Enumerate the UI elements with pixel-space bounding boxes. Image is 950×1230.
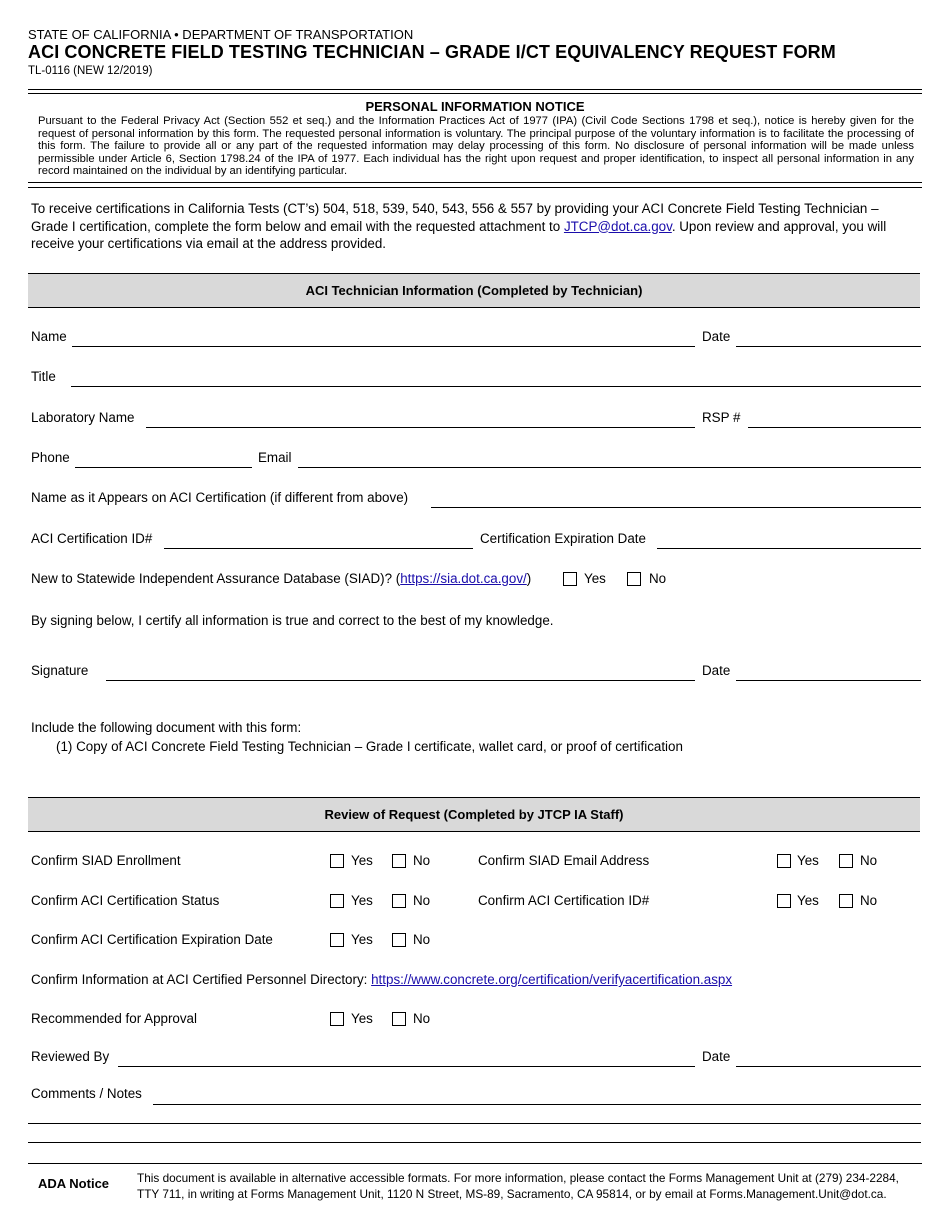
yes-label: Yes — [351, 853, 373, 868]
siad-yes-checkbox[interactable] — [563, 572, 577, 586]
siad-enrollment-label: Confirm SIAD Enrollment — [31, 853, 181, 868]
yes-label: Yes — [797, 893, 819, 908]
siad-email-label: Confirm SIAD Email Address — [478, 853, 650, 868]
siad-yes-label: Yes — [584, 571, 606, 586]
laboratory-name-field[interactable] — [146, 427, 695, 428]
email-label: Email — [258, 450, 292, 465]
aci-status-label: Confirm ACI Certification Status — [31, 893, 220, 908]
yes-label: Yes — [351, 1011, 373, 1026]
phone-field[interactable] — [75, 467, 252, 468]
aci-id-label: ACI Certification ID# — [31, 531, 153, 546]
yes-label: Yes — [351, 893, 373, 908]
yes-label: Yes — [797, 853, 819, 868]
notice-title: PERSONAL INFORMATION NOTICE — [365, 99, 585, 114]
ada-notice-text: This document is available in alternative accessible formats. For more information, please contact the Forms Management Unit at (279) 234-2284, TTY 711, in writing at Forms Management Unit, 1120 N Street, MS-89, Sacramento, CA 95814, or by email at Forms.Management.Unit@dot.ca. — [137, 1171, 899, 1201]
divider — [28, 89, 922, 90]
directory-label: Confirm Information at ACI Certified Personnel Directory: — [31, 972, 372, 987]
divider — [28, 93, 922, 94]
aci-directory-link[interactable]: https://www.concrete.org/certification/verifyacertification.aspx — [371, 972, 733, 987]
no-label: No — [413, 1011, 431, 1026]
phone-label: Phone — [31, 450, 70, 465]
no-label: No — [860, 853, 878, 868]
directory-row — [31, 972, 732, 987]
laboratory-name-label: Laboratory Name — [31, 410, 135, 425]
expiration-label: Certification Expiration Date — [480, 531, 646, 546]
aci-expiration-no-checkbox[interactable] — [392, 933, 406, 947]
siad-email-yes-checkbox[interactable] — [777, 854, 791, 868]
reviewed-by-field[interactable] — [118, 1066, 695, 1067]
include-item: (1) Copy of ACI Concrete Field Testing Technician – Grade I certificate, wallet card, or proof of certification — [56, 739, 683, 754]
aci-id-confirm-label: Confirm ACI Certification ID# — [478, 893, 650, 908]
recommended-label: Recommended for Approval — [31, 1011, 197, 1026]
date-field[interactable] — [736, 346, 921, 347]
divider — [28, 182, 922, 183]
comments-field[interactable] — [153, 1104, 921, 1105]
review-section-header: Review of Request (Completed by JTCP IA Staff) — [28, 797, 920, 832]
comments-line[interactable] — [28, 1142, 921, 1143]
name-field[interactable] — [72, 346, 695, 347]
signature-field[interactable] — [106, 680, 695, 681]
date-label: Date — [702, 329, 731, 344]
signature-label: Signature — [31, 663, 89, 678]
reviewed-by-label: Reviewed By — [31, 1049, 110, 1064]
intro-text-end: . Upon review and approval, you will receive your certifications via email at the address provided. — [31, 218, 887, 251]
aci-id-field[interactable] — [164, 548, 473, 549]
signature-date-field[interactable] — [736, 680, 921, 681]
rsp-label: RSP # — [702, 410, 741, 425]
form-number: TL-0116 (NEW 12/2019) — [28, 65, 153, 77]
siad-enrollment-yes-checkbox[interactable] — [330, 854, 344, 868]
form-title: ACI CONCRETE FIELD TESTING TECHNICIAN – GRADE I/CT EQUIVALENCY REQUEST FORM — [28, 42, 836, 62]
expiration-field[interactable] — [657, 548, 921, 549]
yes-label: Yes — [351, 932, 373, 947]
no-label: No — [413, 893, 431, 908]
aci-expiration-yes-checkbox[interactable] — [330, 933, 344, 947]
jtcp-email-link[interactable]: JTCP@dot.ca.gov — [563, 218, 672, 234]
name-label: Name — [31, 329, 67, 344]
review-date-field[interactable] — [736, 1066, 921, 1067]
title-field[interactable] — [71, 386, 921, 387]
recommended-no-checkbox[interactable] — [392, 1012, 406, 1026]
divider — [28, 1163, 922, 1164]
siad-enrollment-no-checkbox[interactable] — [392, 854, 406, 868]
siad-no-checkbox[interactable] — [627, 572, 641, 586]
email-field[interactable] — [298, 467, 921, 468]
aci-expiration-label: Confirm ACI Certification Expiration Date — [31, 932, 273, 947]
aci-status-no-checkbox[interactable] — [392, 894, 406, 908]
agency-name: STATE OF CALIFORNIA • DEPARTMENT OF TRANSPORTATION — [28, 27, 414, 42]
no-label: No — [413, 932, 431, 947]
intro-text: To receive certifications in California Tests (CT’s) 504, 518, 539, 540, 543, 556 & 557 by providing your ACI Concrete Field Testing Technician – Grade I certification, complete the form below and email with the requested attachment to — [31, 201, 879, 234]
siad-question-close: ) — [526, 571, 532, 586]
siad-email-no-checkbox[interactable] — [839, 854, 853, 868]
siad-question — [31, 571, 531, 586]
review-date-label: Date — [702, 1049, 731, 1064]
recommended-yes-checkbox[interactable] — [330, 1012, 344, 1026]
comments-label: Comments / Notes — [31, 1086, 142, 1101]
siad-no-label: No — [649, 571, 667, 586]
siad-question-text: New to Statewide Independent Assurance Database (SIAD)? ( — [31, 571, 401, 586]
notice-body: Pursuant to the Federal Privacy Act (Section 552 et seq.) and the Information Practices Act of 1977 (IPA) (Civil Code Sections 1798 et seq.), notice is hereby given for the request of personal information by this form. The requested personal information is voluntary. The principal purpose of the voluntary information is to facilitate the processing of this form. The failure to provide all or any part of the requested information may delay processing of this form. No disclosure of personal information will be made unless permissible under Article 6, Section 1798.24 of the IPA of 1977. Each individual has the right upon request and proper identification, to inspect all personal information in any record maintained on the individual by an identifying particular. — [38, 115, 914, 178]
rsp-field[interactable] — [748, 427, 921, 428]
signature-date-label: Date — [702, 663, 731, 678]
aci-id-no-checkbox[interactable] — [839, 894, 853, 908]
no-label: No — [860, 893, 878, 908]
aci-status-yes-checkbox[interactable] — [330, 894, 344, 908]
technician-section-header: ACI Technician Information (Completed by Technician) — [28, 273, 920, 308]
intro-paragraph — [31, 200, 915, 253]
comments-line[interactable] — [28, 1123, 921, 1124]
aci-name-field[interactable] — [431, 507, 921, 508]
certify-statement: By signing below, I certify all information is true and correct to the best of my knowledge. — [31, 613, 554, 628]
no-label: No — [413, 853, 431, 868]
siad-link[interactable]: https://sia.dot.ca.gov/ — [400, 571, 527, 586]
aci-id-yes-checkbox[interactable] — [777, 894, 791, 908]
aci-name-label: Name as it Appears on ACI Certification (if different from above) — [31, 490, 409, 505]
include-instructions: Include the following document with this form: — [31, 720, 302, 735]
divider — [28, 187, 922, 188]
title-label: Title — [31, 369, 56, 384]
ada-notice-label: ADA Notice — [38, 1176, 110, 1191]
